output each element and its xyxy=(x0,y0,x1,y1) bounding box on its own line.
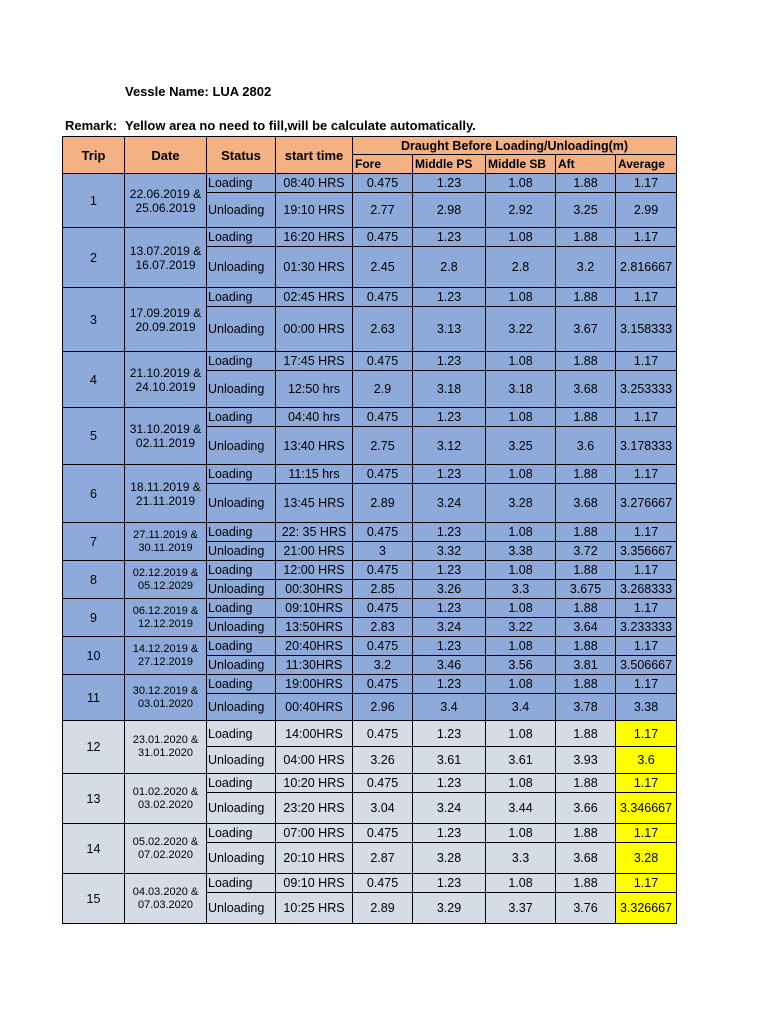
trip-cell: 1 xyxy=(63,174,125,228)
average-cell: 3.253333 xyxy=(616,371,677,408)
fore-cell: 3.04 xyxy=(353,793,413,824)
average-cell: 1.17 xyxy=(616,465,677,484)
fore-cell: 2.75 xyxy=(353,427,413,465)
date-cell: 31.10.2019 & 02.11.2019 xyxy=(125,408,207,465)
start-time-cell: 20:40HRS xyxy=(276,637,353,656)
date-cell: 02.12.2019 & 05.12.2029 xyxy=(125,561,207,599)
fore-cell: 0.475 xyxy=(353,599,413,618)
start-time-cell: 21:00 HRS xyxy=(276,542,353,561)
table-row xyxy=(63,465,677,484)
date-cell: 27.11.2019 & 30.11.2019 xyxy=(125,523,207,561)
status-cell: Unloading xyxy=(207,371,276,408)
middle-ps-cell: 3.12 xyxy=(413,427,486,465)
aft-cell: 1.88 xyxy=(556,675,616,694)
middle-sb-cell: 1.08 xyxy=(486,174,556,193)
fore-cell: 2.77 xyxy=(353,193,413,228)
aft-cell: 3.66 xyxy=(556,793,616,824)
middle-sb-cell: 3.22 xyxy=(486,307,556,352)
start-time-cell: 11:30HRS xyxy=(276,656,353,675)
start-time-cell: 17:45 HRS xyxy=(276,352,353,371)
start-time-cell: 00:40HRS xyxy=(276,694,353,721)
average-cell: 3.506667 xyxy=(616,656,677,675)
average-cell: 3.6 xyxy=(616,747,677,774)
status-cell: Unloading xyxy=(207,580,276,599)
aft-cell: 1.88 xyxy=(556,228,616,247)
average-cell: 2.99 xyxy=(616,193,677,228)
middle-ps-cell: 1.23 xyxy=(413,288,486,307)
status-cell: Loading xyxy=(207,675,276,694)
start-time-cell: 12:50 hrs xyxy=(276,371,353,408)
middle-sb-cell: 3.25 xyxy=(486,427,556,465)
start-time-cell: 08:40 HRS xyxy=(276,174,353,193)
middle-ps-cell: 1.23 xyxy=(413,824,486,843)
trip-cell: 6 xyxy=(63,465,125,523)
table-row xyxy=(63,874,677,893)
status-cell: Loading xyxy=(207,523,276,542)
start-time-cell: 09:10 HRS xyxy=(276,874,353,893)
middle-sb-cell: 2.8 xyxy=(486,247,556,288)
header-aft: Aft xyxy=(556,155,616,174)
middle-sb-cell: 1.08 xyxy=(486,408,556,427)
middle-ps-cell: 3.18 xyxy=(413,371,486,408)
average-cell: 1.17 xyxy=(616,824,677,843)
header-middle-sb: Middle SB xyxy=(486,155,556,174)
middle-ps-cell: 3.29 xyxy=(413,893,486,924)
status-cell: Loading xyxy=(207,874,276,893)
fore-cell: 2.89 xyxy=(353,893,413,924)
fore-cell: 2.85 xyxy=(353,580,413,599)
average-cell: 1.17 xyxy=(616,228,677,247)
middle-ps-cell: 1.23 xyxy=(413,599,486,618)
aft-cell: 3.68 xyxy=(556,843,616,874)
remark-text: Yellow area no need to fill,will be calculate automatically. xyxy=(125,118,476,133)
date-cell: 01.02.2020 & 03.02.2020 xyxy=(125,774,207,824)
middle-sb-cell: 3.4 xyxy=(486,694,556,721)
start-time-cell: 07:00 HRS xyxy=(276,824,353,843)
fore-cell: 0.475 xyxy=(353,352,413,371)
aft-cell: 3.78 xyxy=(556,694,616,721)
status-cell: Unloading xyxy=(207,618,276,637)
fore-cell: 0.475 xyxy=(353,721,413,747)
start-time-cell: 09:10HRS xyxy=(276,599,353,618)
aft-cell: 1.88 xyxy=(556,352,616,371)
start-time-cell: 20:10 HRS xyxy=(276,843,353,874)
aft-cell: 3.72 xyxy=(556,542,616,561)
average-cell: 1.17 xyxy=(616,599,677,618)
vessel-name: Vessle Name: LUA 2802 xyxy=(125,84,272,99)
fore-cell: 0.475 xyxy=(353,675,413,694)
average-cell: 1.17 xyxy=(616,352,677,371)
fore-cell: 0.475 xyxy=(353,637,413,656)
middle-sb-cell: 1.08 xyxy=(486,288,556,307)
middle-sb-cell: 1.08 xyxy=(486,523,556,542)
header-average: Average xyxy=(616,155,677,174)
start-time-cell: 19:00HRS xyxy=(276,675,353,694)
status-cell: Loading xyxy=(207,637,276,656)
status-cell: Unloading xyxy=(207,307,276,352)
middle-sb-cell: 1.08 xyxy=(486,637,556,656)
fore-cell: 0.475 xyxy=(353,774,413,793)
middle-sb-cell: 3.37 xyxy=(486,893,556,924)
trip-cell: 5 xyxy=(63,408,125,465)
start-time-cell: 23:20 HRS xyxy=(276,793,353,824)
start-time-cell: 12:00 HRS xyxy=(276,561,353,580)
middle-ps-cell: 3.32 xyxy=(413,542,486,561)
middle-sb-cell: 1.08 xyxy=(486,465,556,484)
aft-cell: 3.6 xyxy=(556,427,616,465)
aft-cell: 1.88 xyxy=(556,874,616,893)
start-time-cell: 00:30HRS xyxy=(276,580,353,599)
status-cell: Loading xyxy=(207,174,276,193)
aft-cell: 1.88 xyxy=(556,599,616,618)
middle-sb-cell: 3.18 xyxy=(486,371,556,408)
middle-ps-cell: 3.24 xyxy=(413,618,486,637)
start-time-cell: 04:40 hrs xyxy=(276,408,353,427)
trip-cell: 3 xyxy=(63,288,125,352)
status-cell: Loading xyxy=(207,288,276,307)
aft-cell: 1.88 xyxy=(556,174,616,193)
aft-cell: 3.68 xyxy=(556,371,616,408)
middle-ps-cell: 2.98 xyxy=(413,193,486,228)
middle-sb-cell: 3.3 xyxy=(486,580,556,599)
start-time-cell: 04:00 HRS xyxy=(276,747,353,774)
fore-cell: 2.96 xyxy=(353,694,413,721)
aft-cell: 3.675 xyxy=(556,580,616,599)
middle-ps-cell: 3.61 xyxy=(413,747,486,774)
status-cell: Unloading xyxy=(207,542,276,561)
header-start-time: start time xyxy=(276,137,353,174)
fore-cell: 0.475 xyxy=(353,561,413,580)
start-time-cell: 13:45 HRS xyxy=(276,484,353,523)
draught-table xyxy=(62,136,677,924)
middle-sb-cell: 2.92 xyxy=(486,193,556,228)
start-time-cell: 16:20 HRS xyxy=(276,228,353,247)
trip-cell: 2 xyxy=(63,228,125,288)
middle-ps-cell: 3.28 xyxy=(413,843,486,874)
average-cell: 1.17 xyxy=(616,523,677,542)
fore-cell: 0.475 xyxy=(353,174,413,193)
start-time-cell: 02:45 HRS xyxy=(276,288,353,307)
middle-ps-cell: 2.8 xyxy=(413,247,486,288)
average-cell: 3.356667 xyxy=(616,542,677,561)
middle-sb-cell: 1.08 xyxy=(486,874,556,893)
aft-cell: 3.67 xyxy=(556,307,616,352)
trip-cell: 12 xyxy=(63,721,125,774)
aft-cell: 1.88 xyxy=(556,561,616,580)
middle-ps-cell: 1.23 xyxy=(413,675,486,694)
trip-cell: 7 xyxy=(63,523,125,561)
middle-ps-cell: 1.23 xyxy=(413,637,486,656)
status-cell: Unloading xyxy=(207,247,276,288)
table-row xyxy=(63,561,677,580)
trip-cell: 8 xyxy=(63,561,125,599)
middle-sb-cell: 3.22 xyxy=(486,618,556,637)
average-cell: 1.17 xyxy=(616,721,677,747)
fore-cell: 3.2 xyxy=(353,656,413,675)
fore-cell: 0.475 xyxy=(353,824,413,843)
start-time-cell: 13:40 HRS xyxy=(276,427,353,465)
table-row xyxy=(63,721,677,747)
middle-sb-cell: 1.08 xyxy=(486,824,556,843)
middle-ps-cell: 1.23 xyxy=(413,465,486,484)
table-body xyxy=(63,174,677,924)
status-cell: Unloading xyxy=(207,843,276,874)
fore-cell: 3.26 xyxy=(353,747,413,774)
middle-sb-cell: 3.3 xyxy=(486,843,556,874)
trip-cell: 15 xyxy=(63,874,125,924)
trip-cell: 13 xyxy=(63,774,125,824)
trip-cell: 14 xyxy=(63,824,125,874)
fore-cell: 2.87 xyxy=(353,843,413,874)
middle-ps-cell: 3.46 xyxy=(413,656,486,675)
middle-sb-cell: 3.61 xyxy=(486,747,556,774)
average-cell: 2.816667 xyxy=(616,247,677,288)
status-cell: Unloading xyxy=(207,656,276,675)
average-cell: 1.17 xyxy=(616,637,677,656)
start-time-cell: 11:15 hrs xyxy=(276,465,353,484)
aft-cell: 1.88 xyxy=(556,288,616,307)
aft-cell: 3.76 xyxy=(556,893,616,924)
aft-cell: 1.88 xyxy=(556,465,616,484)
status-cell: Loading xyxy=(207,774,276,793)
middle-sb-cell: 1.08 xyxy=(486,599,556,618)
header-status: Status xyxy=(207,137,276,174)
fore-cell: 0.475 xyxy=(353,874,413,893)
aft-cell: 1.88 xyxy=(556,408,616,427)
middle-ps-cell: 1.23 xyxy=(413,561,486,580)
middle-ps-cell: 1.23 xyxy=(413,523,486,542)
header-trip: Trip xyxy=(63,137,125,174)
date-cell: 14.12.2019 & 27.12.2019 xyxy=(125,637,207,675)
fore-cell: 2.63 xyxy=(353,307,413,352)
table-row xyxy=(63,174,677,193)
status-cell: Loading xyxy=(207,465,276,484)
average-cell: 1.17 xyxy=(616,408,677,427)
aft-cell: 3.81 xyxy=(556,656,616,675)
table-row xyxy=(63,637,677,656)
table-row xyxy=(63,288,677,307)
date-cell: 22.06.2019 & 25.06.2019 xyxy=(125,174,207,228)
date-cell: 04.03.2020 & 07.03.2020 xyxy=(125,874,207,924)
average-cell: 1.17 xyxy=(616,774,677,793)
date-cell: 18.11.2019 & 21.11.2019 xyxy=(125,465,207,523)
aft-cell: 1.88 xyxy=(556,774,616,793)
aft-cell: 1.88 xyxy=(556,824,616,843)
table-row xyxy=(63,352,677,371)
fore-cell: 2.45 xyxy=(353,247,413,288)
aft-cell: 3.93 xyxy=(556,747,616,774)
aft-cell: 3.2 xyxy=(556,247,616,288)
average-cell: 3.233333 xyxy=(616,618,677,637)
date-cell: 21.10.2019 & 24.10.2019 xyxy=(125,352,207,408)
status-cell: Loading xyxy=(207,352,276,371)
aft-cell: 3.25 xyxy=(556,193,616,228)
middle-ps-cell: 1.23 xyxy=(413,774,486,793)
middle-sb-cell: 1.08 xyxy=(486,561,556,580)
fore-cell: 0.475 xyxy=(353,465,413,484)
date-cell: 13.07.2019 & 16.07.2019 xyxy=(125,228,207,288)
fore-cell: 0.475 xyxy=(353,523,413,542)
aft-cell: 1.88 xyxy=(556,721,616,747)
start-time-cell: 13:50HRS xyxy=(276,618,353,637)
fore-cell: 0.475 xyxy=(353,288,413,307)
middle-sb-cell: 1.08 xyxy=(486,774,556,793)
average-cell: 1.17 xyxy=(616,288,677,307)
date-cell: 30.12.2019 & 03.01.2020 xyxy=(125,675,207,721)
average-cell: 3.158333 xyxy=(616,307,677,352)
status-cell: Unloading xyxy=(207,793,276,824)
table-row xyxy=(63,523,677,542)
trip-cell: 9 xyxy=(63,599,125,637)
table-row xyxy=(63,408,677,427)
start-time-cell: 19:10 HRS xyxy=(276,193,353,228)
fore-cell: 0.475 xyxy=(353,408,413,427)
average-cell: 1.17 xyxy=(616,874,677,893)
table-row xyxy=(63,774,677,793)
fore-cell: 2.89 xyxy=(353,484,413,523)
middle-ps-cell: 3.24 xyxy=(413,793,486,824)
middle-ps-cell: 1.23 xyxy=(413,174,486,193)
aft-cell: 3.68 xyxy=(556,484,616,523)
average-cell: 1.17 xyxy=(616,174,677,193)
average-cell: 3.28 xyxy=(616,843,677,874)
status-cell: Loading xyxy=(207,561,276,580)
middle-sb-cell: 3.28 xyxy=(486,484,556,523)
middle-ps-cell: 3.24 xyxy=(413,484,486,523)
average-cell: 3.326667 xyxy=(616,893,677,924)
header-date: Date xyxy=(125,137,207,174)
fore-cell: 2.9 xyxy=(353,371,413,408)
table-row xyxy=(63,824,677,843)
aft-cell: 1.88 xyxy=(556,637,616,656)
average-cell: 1.17 xyxy=(616,561,677,580)
middle-ps-cell: 3.4 xyxy=(413,694,486,721)
remark-label: Remark: xyxy=(65,118,118,133)
fore-cell: 0.475 xyxy=(353,228,413,247)
start-time-cell: 01:30 HRS xyxy=(276,247,353,288)
fore-cell: 2.83 xyxy=(353,618,413,637)
date-cell: 06.12.2019 & 12.12.2019 xyxy=(125,599,207,637)
status-cell: Unloading xyxy=(207,427,276,465)
table-row xyxy=(63,599,677,618)
start-time-cell: 00:00 HRS xyxy=(276,307,353,352)
middle-ps-cell: 1.23 xyxy=(413,721,486,747)
middle-ps-cell: 1.23 xyxy=(413,874,486,893)
average-cell: 3.346667 xyxy=(616,793,677,824)
middle-ps-cell: 3.13 xyxy=(413,307,486,352)
status-cell: Unloading xyxy=(207,747,276,774)
middle-sb-cell: 1.08 xyxy=(486,352,556,371)
start-time-cell: 22: 35 HRS xyxy=(276,523,353,542)
status-cell: Unloading xyxy=(207,694,276,721)
status-cell: Loading xyxy=(207,408,276,427)
start-time-cell: 10:20 HRS xyxy=(276,774,353,793)
average-cell: 3.38 xyxy=(616,694,677,721)
trip-cell: 11 xyxy=(63,675,125,721)
status-cell: Unloading xyxy=(207,893,276,924)
middle-ps-cell: 1.23 xyxy=(413,228,486,247)
date-cell: 23.01.2020 & 31.01.2020 xyxy=(125,721,207,774)
middle-sb-cell: 1.08 xyxy=(486,721,556,747)
header-fore: Fore xyxy=(353,155,413,174)
status-cell: Loading xyxy=(207,599,276,618)
middle-sb-cell: 3.38 xyxy=(486,542,556,561)
status-cell: Loading xyxy=(207,824,276,843)
middle-ps-cell: 1.23 xyxy=(413,408,486,427)
start-time-cell: 14:00HRS xyxy=(276,721,353,747)
trip-cell: 10 xyxy=(63,637,125,675)
table-row xyxy=(63,675,677,694)
date-cell: 17.09.2019 & 20.09.2019 xyxy=(125,288,207,352)
average-cell: 3.178333 xyxy=(616,427,677,465)
middle-sb-cell: 1.08 xyxy=(486,675,556,694)
status-cell: Unloading xyxy=(207,193,276,228)
aft-cell: 3.64 xyxy=(556,618,616,637)
status-cell: Loading xyxy=(207,228,276,247)
middle-sb-cell: 3.56 xyxy=(486,656,556,675)
header-middle-ps: Middle PS xyxy=(413,155,486,174)
middle-ps-cell: 3.26 xyxy=(413,580,486,599)
fore-cell: 3 xyxy=(353,542,413,561)
status-cell: Loading xyxy=(207,721,276,747)
middle-sb-cell: 3.44 xyxy=(486,793,556,824)
header-draught-group: Draught Before Loading/Unloading(m) xyxy=(353,137,677,155)
start-time-cell: 10:25 HRS xyxy=(276,893,353,924)
middle-ps-cell: 1.23 xyxy=(413,352,486,371)
average-cell: 3.276667 xyxy=(616,484,677,523)
trip-cell: 4 xyxy=(63,352,125,408)
average-cell: 1.17 xyxy=(616,675,677,694)
aft-cell: 1.88 xyxy=(556,523,616,542)
status-cell: Unloading xyxy=(207,484,276,523)
date-cell: 05.02.2020 & 07.02.2020 xyxy=(125,824,207,874)
average-cell: 3.268333 xyxy=(616,580,677,599)
middle-sb-cell: 1.08 xyxy=(486,228,556,247)
table-row xyxy=(63,228,677,247)
